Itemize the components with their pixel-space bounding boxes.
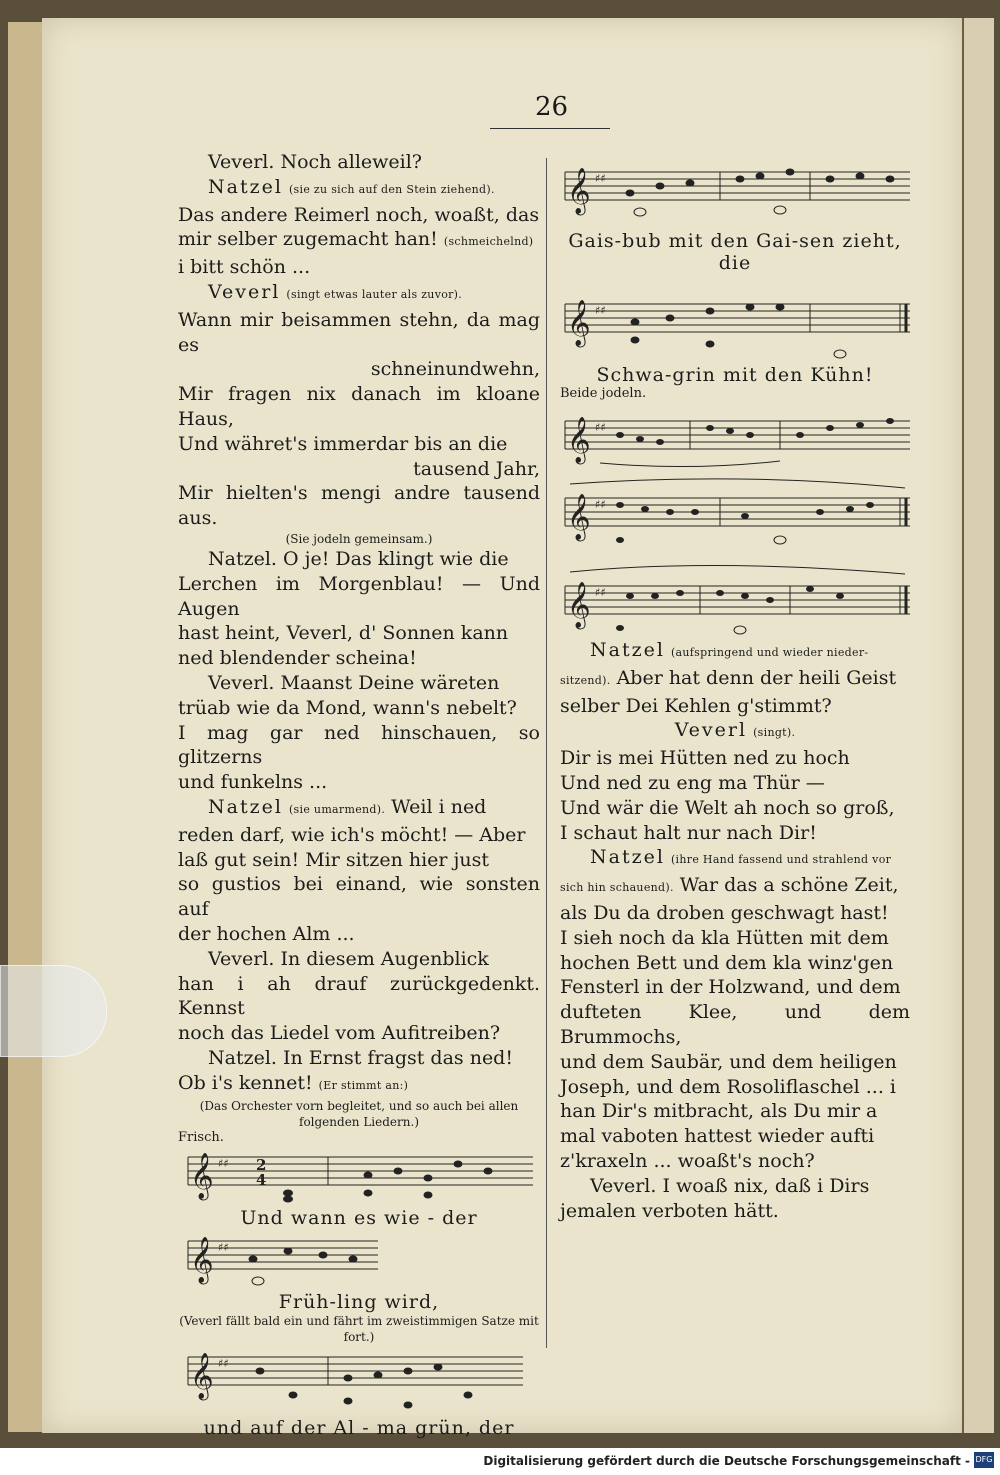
text-line: Fensterl in der Holzwand, und dem [560, 976, 901, 999]
verse-line: Dir is mei Hütten ned zu hoch [560, 747, 850, 770]
text-line: I sieh noch da kla Hütten mit dem [560, 926, 889, 949]
text-line: der hochen Alm ... [178, 922, 355, 945]
verse-line: schneinundwehn, [370, 358, 540, 381]
svg-text:𝄞: 𝄞 [190, 1353, 214, 1400]
svg-text:♯♯: ♯♯ [595, 172, 606, 185]
text-line: dufteten Klee, und dem Brummochs, [560, 1001, 910, 1048]
verse-line: Und ned zu eng ma Thür — [560, 771, 825, 794]
music-staff [178, 1145, 538, 1207]
text-line: Veverl. In diesem Augenblick [208, 947, 489, 970]
verse-line: Mir fragen nix danach im kloane Haus, [178, 383, 540, 430]
song-lyric: Und wann es wie - der [240, 1207, 478, 1230]
time-signature-bottom: 4 [256, 1171, 267, 1190]
text-line: Veverl (singt). [674, 719, 796, 742]
text-line: han i ah drauf zurückgedenkt. Kennst [178, 972, 540, 1020]
svg-text:𝄞: 𝄞 [567, 417, 591, 463]
verse-line: I schaut halt nur nach Dir! [560, 821, 817, 844]
text-line: als Du da droben geschwagt hast! [560, 901, 889, 924]
svg-text:𝄞: 𝄞 [567, 168, 591, 214]
verse-line: Und währet's immerdar bis an die [178, 432, 508, 455]
text-line: i bitt schön ... [178, 256, 311, 279]
text-line: Veverl. Noch alleweil? [208, 151, 422, 173]
text-line: Veverl. Maanst Deine wäreten [208, 671, 500, 694]
svg-text:𝄞: 𝄞 [567, 300, 591, 346]
text-line: ned blendender scheina! [178, 647, 417, 670]
verse-line: Wann mir beisammen stehn, da mag es [178, 308, 540, 356]
stage-direction: (Das Orchester vorn begleitet, und so auch bei allen folgenden Liedern.) [199, 1099, 519, 1130]
music-staff [178, 1229, 538, 1291]
song-lyric: Schwa-grin mit den Kühn! [596, 364, 874, 386]
stage-direction: (Sie jodeln gemeinsam.) [285, 531, 433, 546]
music-staff [560, 556, 910, 638]
text-line: trüab wie da Mond, wann's nebelt? [178, 696, 517, 719]
svg-text:♯♯: ♯♯ [595, 586, 606, 599]
svg-text:♯♯: ♯♯ [595, 498, 606, 511]
tempo-marking: Frisch. [178, 1130, 224, 1146]
music-staff [178, 1345, 538, 1417]
dfg-logo: DFG [974, 1452, 994, 1468]
text-line: I mag gar ned hinschauen, so glitzerns [178, 721, 540, 769]
song-lyric: und auf der Al - ma grün, der [203, 1417, 515, 1440]
svg-text:𝄞: 𝄞 [567, 582, 591, 628]
text-line: und dem Saubär, und dem heiligen [560, 1050, 897, 1073]
text-line: jemalen verboten hätt. [560, 1199, 779, 1222]
verse-line: Mir hielten's mengi andre tausend aus. [178, 482, 540, 530]
song-lyric: Früh-ling wird, [278, 1291, 440, 1314]
text-line: hast heint, Veverl, d' Sonnen kann [178, 622, 509, 645]
text-line: Lerchen im Morgenblau! — Und Augen [178, 572, 540, 620]
right-column [560, 150, 910, 1223]
text-line: han Dir's mitbracht, als Du mir a [560, 1100, 878, 1123]
text-line: mal vaboten hattest wieder aufti [560, 1125, 875, 1148]
text-line: laß gut sein! Mir sitzen hier just [178, 848, 490, 871]
svg-text:♯♯: ♯♯ [218, 1157, 229, 1171]
page-number-rule [490, 128, 610, 129]
column-divider [546, 158, 547, 1348]
text-line: z'kraxeln ... woaßt's noch? [560, 1149, 815, 1172]
text-line: Natzel. O je! Das klingt wie die [208, 547, 509, 570]
text-line: Ob i's kennet! (Er stimmt an:) [178, 1071, 409, 1094]
text-line: und funkelns ... [178, 771, 328, 794]
funding-footer: Digitalisierung gefördert durch die Deutsche Forschungsgemeinschaft - [483, 1454, 970, 1468]
page-number: 26 [535, 92, 569, 122]
next-page-edge [962, 18, 994, 1433]
svg-text:♯♯: ♯♯ [595, 421, 606, 434]
svg-text:♯♯: ♯♯ [595, 304, 606, 317]
svg-text:𝄞: 𝄞 [190, 1237, 214, 1284]
page-clip [0, 965, 107, 1057]
text-line: sitzend). Aber hat denn der heili Geist [560, 666, 897, 689]
svg-text:𝄞: 𝄞 [190, 1153, 214, 1200]
text-line: Joseph, und dem Rosoliflaschel ... i [560, 1075, 896, 1098]
text-line: Natzel (ihre Hand fassend und strahlend vor [590, 846, 892, 869]
text-line: hochen Bett und dem kla winz'gen [560, 951, 894, 974]
text-line: reden darf, wie ich's möcht! — Aber [178, 823, 526, 846]
text-line: selber Dei Kehlen g'stimmt? [560, 694, 832, 717]
text-line: mir selber zugemacht han! (schmeichelnd) [178, 228, 534, 251]
text-line: noch das Liedel vom Aufitreiben? [178, 1022, 501, 1045]
section-label: Beide jodeln. [560, 386, 647, 401]
left-column [178, 150, 540, 1439]
song-lyric: Gais-bub mit den Gai-sen zieht, die [568, 230, 902, 274]
text-line: Das andere Reimerl noch, woaßt, das [178, 203, 540, 226]
text-line: Natzel (aufspringend und wieder nieder- [590, 639, 869, 661]
time-signature-top: 2 [256, 1156, 267, 1175]
text-line: Veverl. I woaß nix, daß i Dirs [590, 1174, 870, 1197]
music-staff [560, 274, 910, 364]
text-line: Veverl (singt etwas lauter als zuvor). [208, 280, 463, 303]
svg-text:𝄞: 𝄞 [567, 494, 591, 540]
stage-direction: (Veverl fällt bald ein und fährt im zweistimmigen Satze mit fort.) [179, 1314, 539, 1345]
text-line: sich hin schauend). War das a schöne Zeit, [560, 874, 899, 897]
text-line: Natzel. In Ernst fragst das ned! [208, 1046, 513, 1069]
music-staff [560, 150, 910, 230]
music-staff [560, 401, 910, 476]
text-line: so gustios bei einand, wie sonsten auf [178, 873, 540, 921]
verse-line: Und wär die Welt ah noch so groß, [560, 796, 895, 819]
svg-text:♯♯: ♯♯ [218, 1357, 229, 1371]
text-line: Natzel (sie zu sich auf den Stein ziehend). [208, 175, 495, 198]
music-staff [560, 476, 910, 556]
verse-line: tausend Jahr, [413, 457, 540, 480]
text-line: Natzel (sie umarmend). Weil i ned [208, 795, 487, 818]
svg-text:♯♯: ♯♯ [218, 1241, 229, 1255]
